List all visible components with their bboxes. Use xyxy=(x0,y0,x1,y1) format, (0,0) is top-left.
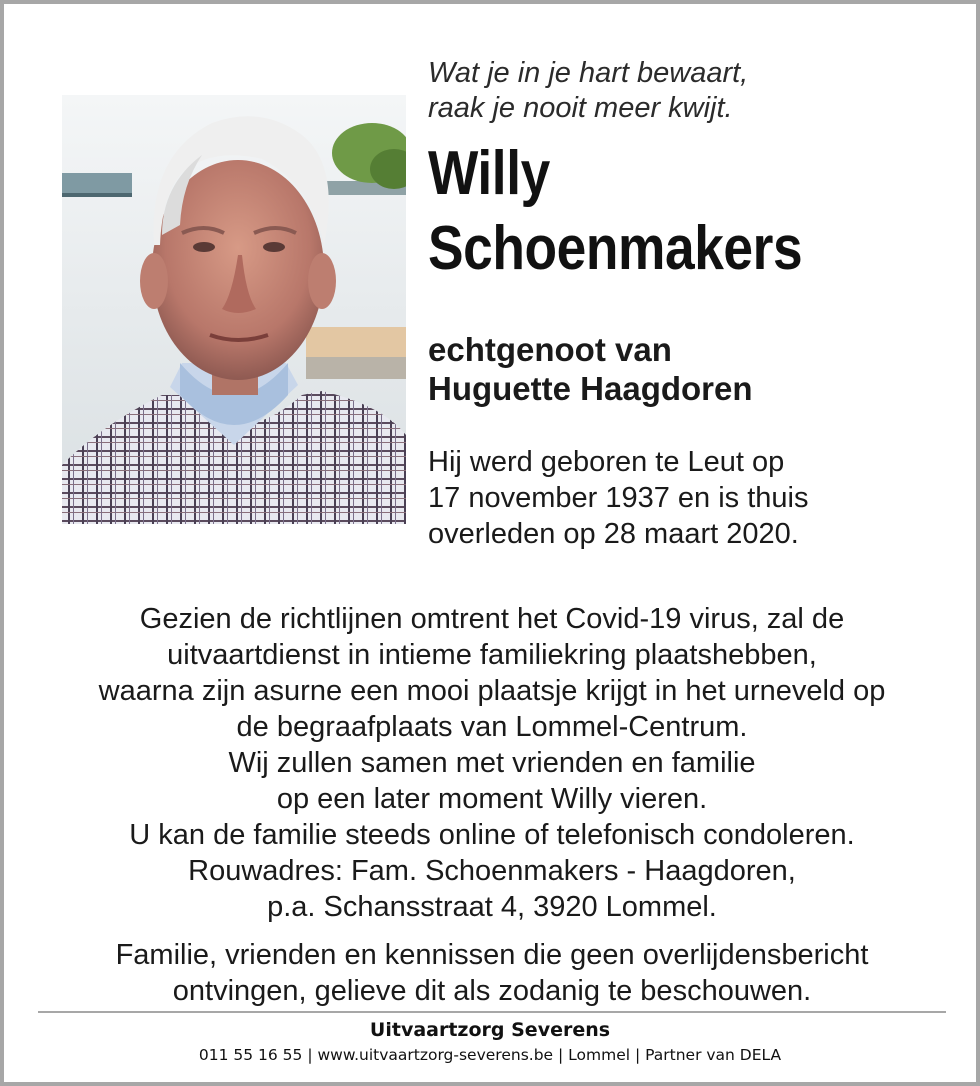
header-text xyxy=(428,56,948,552)
birth-line-3: overleden op 28 maart 2020. xyxy=(428,518,799,550)
quote-line-2: raak je nooit meer kwijt. xyxy=(428,92,733,124)
quote-line-1: Wat je in je hart bewaart, xyxy=(428,57,749,89)
memorial-quote xyxy=(428,56,948,126)
message-line: Wij zullen samen met vrienden en familie xyxy=(228,747,756,779)
footer xyxy=(4,1018,976,1066)
message-line: de begraafplaats van Lommel-Centrum. xyxy=(236,711,748,743)
message-line: waarna zijn asurne een mooi plaatsje krijgt in het urneveld op xyxy=(98,675,886,707)
portrait-photo xyxy=(62,95,406,524)
message-line: Rouwadres: Fam. Schoenmakers - Haagdoren, xyxy=(188,855,796,887)
spouse-info xyxy=(428,330,948,408)
notice-text xyxy=(24,937,960,1009)
footer-divider xyxy=(38,1011,946,1013)
funeral-home-name: Uitvaartzorg Severens xyxy=(369,1019,611,1041)
spouse-line-2: Huguette Haagdoren xyxy=(428,370,753,407)
last-name: Schoenmakers xyxy=(428,214,803,283)
message-line: p.a. Schansstraat 4, 3920 Lommel. xyxy=(267,891,717,923)
message-line: Gezien de richtlijnen omtrent het Covid-19 virus, zal de xyxy=(139,603,845,635)
spouse-line-1: echtgenoot van xyxy=(428,331,672,368)
message-line: op een later moment Willy vieren. xyxy=(276,783,708,815)
message-line: U kan de familie steeds online of telefonisch condoleren. xyxy=(129,819,855,851)
birth-line-1: Hij werd geboren te Leut op xyxy=(428,446,785,478)
deceased-name xyxy=(428,136,875,286)
notice-line: Familie, vrienden en kennissen die geen overlijdensbericht xyxy=(115,939,869,971)
funeral-message xyxy=(24,601,960,925)
first-name: Willy xyxy=(428,139,550,208)
notice-line: ontvingen, gelieve dit als zodanig te beschouwen. xyxy=(172,975,812,1007)
funeral-home-contact: 011 55 16 55 | www.uitvaartzorg-severens.be | Lommel | Partner van DELA xyxy=(198,1046,782,1064)
birth-death-info xyxy=(428,444,948,552)
message-line: uitvaartdienst in intieme familiekring plaatshebben, xyxy=(167,639,817,671)
birth-line-2: 17 november 1937 en is thuis xyxy=(428,482,809,514)
